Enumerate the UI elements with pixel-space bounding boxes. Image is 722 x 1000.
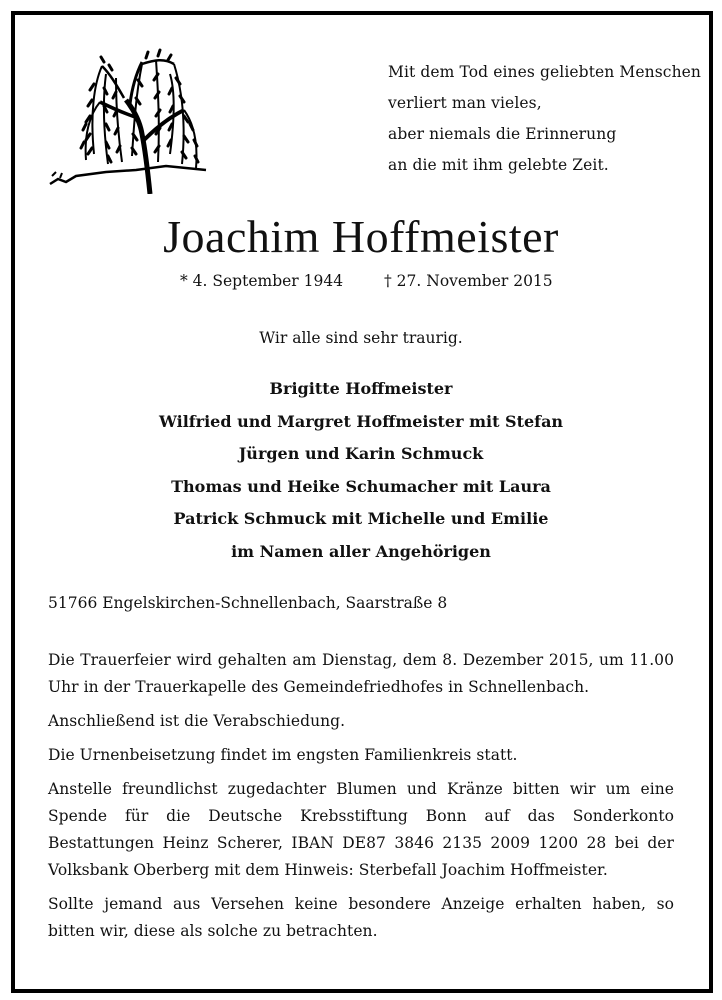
mourning-line: Wir alle sind sehr traurig. [259,329,463,347]
paragraph: Anschließend ist die Verabschiedung. [48,712,346,730]
paragraph: Sollte jemand aus Versehen keine besondere Anzeige erhalten haben, so bitten wir, diese als solche zu betrachten. [48,895,674,940]
motto-verse [388,57,701,181]
mourner-line: Thomas und Heike Schumacher mit Laura [171,476,551,496]
motto-line: aber niemals die Erinnerung [388,125,617,143]
mourner-line: Wilfried und Margret Hoffmeister mit Stefan [158,411,564,431]
weeping-willow-icon [46,44,216,194]
mourner-line: Patrick Schmuck mit Michelle und Emilie [173,509,549,528]
address: 51766 Engelskirchen-Schnellenbach, Saarstraße 8 [48,594,448,612]
paragraph: Anstelle freundlichst zugedachter Blumen und Kränze bitten wir um eine Spende für die Deutsche Krebsstiftung Bonn auf das Sonderkonto Bestattungen Heinz Scherer, IBAN DE87 3846 2135 2009 1200 28 bei der Volksbank Oberberg mit dem Hinweis: Sterbefall Joachim Hoffmeister. [48,780,674,879]
motto-line: verliert man vieles, [388,94,542,112]
paragraph: Die Urnenbeisetzung findet im engsten Familienkreis statt. [48,746,518,764]
mourner-line: im Namen aller Angehörigen [231,541,491,561]
mourner-line: Jürgen und Karin Schmuck [238,444,484,463]
mourner-line: Brigitte Hoffmeister [269,379,453,398]
mourners-list [0,373,722,568]
birth-date: * 4. September 1944 [180,272,344,290]
funeral-details [48,647,674,952]
paragraph: Die Trauerfeier wird gehalten am Dienstag, dem 8. Dezember 2015, um 11.00 Uhr in der Trauerkapelle des Gemeindefriedhofes in Schnellenbach. [48,651,674,696]
deceased-name: Joachim Hoffmeister [163,211,559,262]
motto-line: Mit dem Tod eines geliebten Menschen [388,63,702,81]
motto-line: an die mit ihm gelebte Zeit. [388,156,609,174]
death-date: † 27. November 2015 [384,272,553,290]
